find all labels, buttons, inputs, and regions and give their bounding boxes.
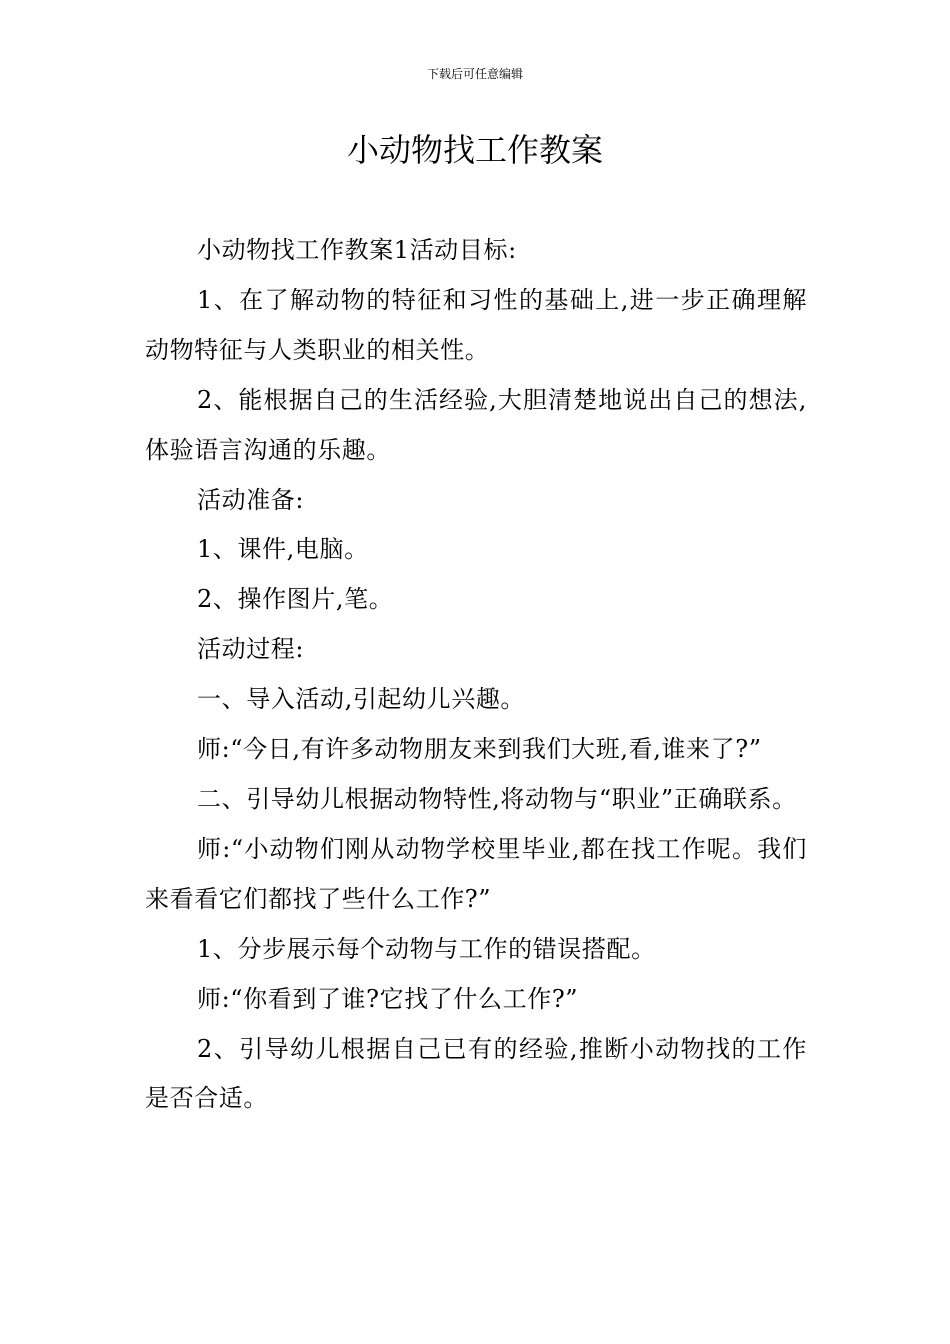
paragraph-substep-1: 1、分步展示每个动物与工作的错误搭配。 — [197, 934, 656, 963]
paragraph-teacher-quote-3: 师:“你看到了谁?它找了什么工作?” — [197, 984, 579, 1013]
paragraph-intro: 小动物找工作教案1活动目标: — [197, 236, 517, 264]
paragraph-goal-2: 2、能根据自己的生活经验,大胆清楚地说出自己的想法,体验语言沟通的乐趣。 — [145, 385, 807, 464]
paragraph-step-two: 二、引导幼儿根据动物特性,将动物与“职业”正确联系。 — [197, 784, 797, 813]
header-note: 下载后可任意编辑 — [426, 67, 523, 81]
paragraph-preparation-heading: 活动准备: — [197, 485, 305, 514]
paragraph-goal-1: 1、在了解动物的特征和习性的基础上,进一步正确理解动物特征与人类职业的相关性。 — [145, 285, 807, 364]
paragraph-substep-2: 2、引导幼儿根据自己已有的经验,推断小动物找的工作是否合适。 — [145, 1034, 807, 1113]
document-body — [145, 226, 807, 1124]
paragraph-step-one: 一、导入活动,引起幼儿兴趣。 — [197, 685, 526, 714]
paragraph-process-heading: 活动过程: — [197, 635, 305, 664]
document-title: 小动物找工作教案 — [346, 131, 603, 169]
paragraph-preparation-2: 2、操作图片,笔。 — [197, 585, 394, 614]
paragraph-preparation-1: 1、课件,电脑。 — [197, 535, 369, 564]
paragraph-teacher-quote-1: 师:“今日,有许多动物朋友来到我们大班,看,谁来了?” — [197, 735, 762, 764]
paragraph-teacher-quote-2: 师:“小动物们刚从动物学校里毕业,都在找工作呢。我们来看看它们都找了些什么工作?” — [145, 834, 807, 913]
